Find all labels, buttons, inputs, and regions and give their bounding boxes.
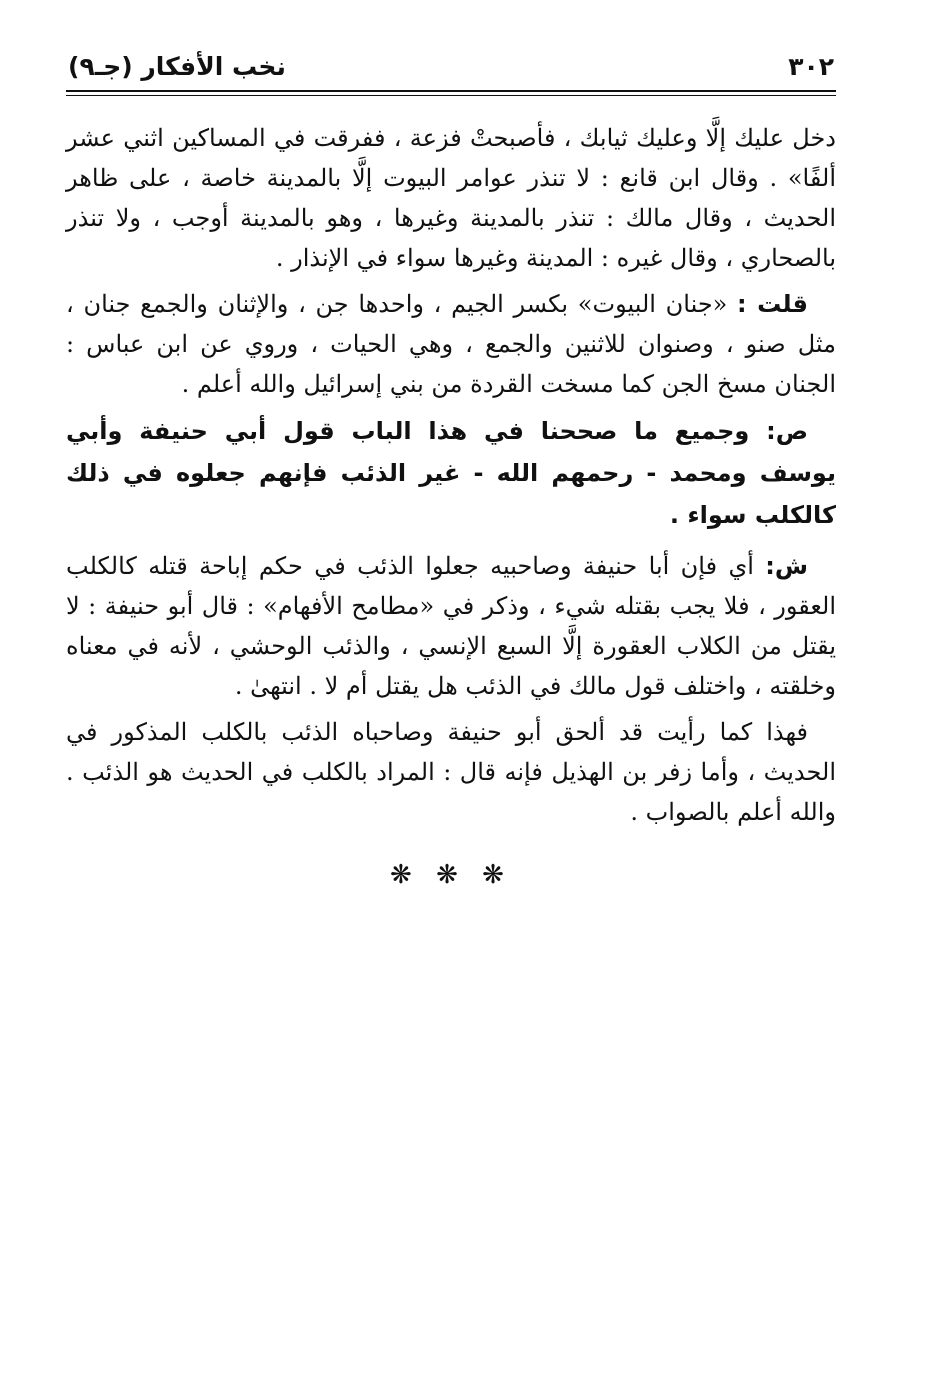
header-rule [66,90,836,92]
paragraph-qultu [66,284,836,404]
section-divider: ❋ ❋ ❋ [390,860,512,890]
paragraph-sharh [66,546,836,706]
paragraph-lead: ص: [766,417,809,445]
paragraph-lead: قلت : [737,290,808,318]
document-page [66,50,836,890]
book-title: نخب الأفكار (جـ٩) [68,52,286,81]
running-header [66,50,836,88]
header-rule-thin [66,95,836,96]
paragraph-matn [66,410,836,536]
page-body [66,118,836,890]
paragraph-text: أي فإن أبا حنيفة وصاحبيه جعلوا الذئب في حكم إباحة قتله كالكلب العقور ، فلا يجب بقتله شيء ، وذكر في «مطامح الأفهام» : قال أبو حنيفة : لا يقتل من الكلاب العقورة إلَّا السبع الإنسي ، والذئب الوحشي ، لأنه في معناه وخلقته ، واختلف قول مالك في الذئب هل يقتل أم لا . انتهىٰ . [66,552,836,700]
paragraph-text: وجميع ما صححنا في هذا الباب قول أبي حنيفة وأبي يوسف ومحمد - رحمهم الله - غير الذئب فإنهم جعلوه في ذلك كالكلب سواء . [66,417,836,529]
paragraph-text: دخل عليك إلَّا وعليك ثيابك ، فأصبحتْ فزعة ، ففرقت في المساكين اثني عشر ألفًا» . وقال ابن قانع : لا تنذر عوامر البيوت إلَّا بالمدينة خاصة ، على ظاهر الحديث ، وقال مالك : تنذر بالمدينة وغيرها ، وهو بالمدينة أوجب ، ولا تنذر بالصحاري ، وقال غيره : المدينة وغيرها سواء في الإنذار . [66,124,836,272]
paragraph-lead: ش: [765,552,808,580]
paragraph-continuation [66,118,836,278]
paragraph-text: «جنان البيوت» بكسر الجيم ، واحدها جن ، والإثنان والجمع جنان ، مثل صنو ، وصنوان للاثنين والجمع ، وهي الحيات ، وروي عن ابن عباس : الجنان مسخ الجن كما مسخت القردة من بني إسرائيل والله أعلم . [66,290,836,398]
page-number: ٣٠٢ [788,52,834,81]
paragraph-text: فهذا كما رأيت قد ألحق أبو حنيفة وصاحباه الذئب بالكلب المذكور في الحديث ، وأما زفر بن الهذيل فإنه قال : المراد بالكلب في الحديث هو الذئب . والله أعلم بالصواب . [66,718,836,826]
paragraph-conclusion [66,712,836,832]
